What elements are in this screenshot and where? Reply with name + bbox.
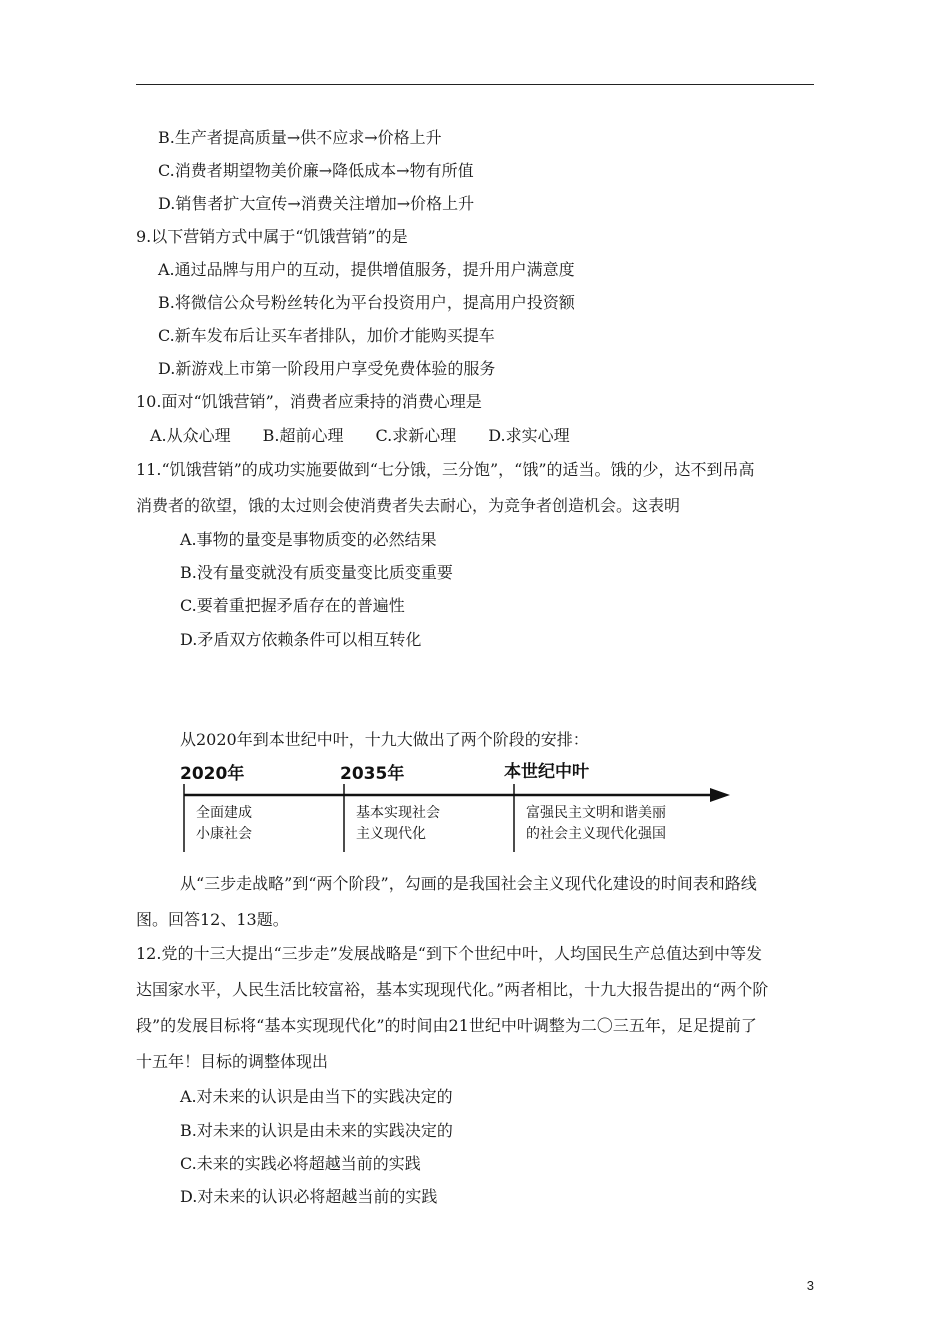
question-12-line3: 段”的发展目标将“基本实现现代化”的时间由21世纪中叶调整为二〇三五年，足足提前了 xyxy=(136,1016,757,1035)
timeline-year-3: 本世纪中叶 xyxy=(504,762,589,782)
question-12-line2: 达国家水平，人民生活比较富裕，基本实现现代化。”两者相比，十九大报告提出的“两个阶 xyxy=(136,980,769,999)
option-12b: B.对未来的认识是由未来的实践决定的 xyxy=(180,1121,453,1140)
option-11b: B.没有量变就没有质变量变比质变重要 xyxy=(180,563,453,582)
timeline-desc-2a: 基本实现社会 xyxy=(356,805,440,821)
timeline-desc-1a: 全面建成 xyxy=(196,805,252,821)
timeline-arrow-icon xyxy=(710,788,730,802)
option-9d: D.新游戏上市第一阶段用户享受免费体验的服务 xyxy=(158,359,496,378)
question-9: 9.以下营销方式中属于“饥饿营销”的是 xyxy=(136,227,408,246)
timeline-year-2: 2035年 xyxy=(340,764,405,784)
timeline-desc-1b: 小康社会 xyxy=(196,826,252,842)
option-11d: D.矛盾双方依赖条件可以相互转化 xyxy=(180,630,422,649)
option-11a: A.事物的量变是事物质变的必然结果 xyxy=(180,530,437,549)
timeline-year-1: 2020年 xyxy=(180,764,245,784)
timeline-diagram xyxy=(180,758,740,858)
timeline-intro: 从2020年到本世纪中叶，十九大做出了两个阶段的安排： xyxy=(180,730,589,749)
option-12a: A.对未来的认识是由当下的实践决定的 xyxy=(180,1087,453,1106)
question-10: 10.面对“饥饿营销”，消费者应秉持的消费心理是 xyxy=(136,392,482,411)
option-12c: C.未来的实践必将超越当前的实践 xyxy=(180,1154,421,1173)
option-11c: C.要着重把握矛盾存在的普遍性 xyxy=(180,596,405,615)
page-number: 3 xyxy=(806,1278,814,1293)
passage-line2: 图。回答12、13题。 xyxy=(136,910,289,929)
option-9b: B.将微信公众号粉丝转化为平台投资用户，提高用户投资额 xyxy=(158,293,575,312)
option-12d: D.对未来的认识必将超越当前的实践 xyxy=(180,1187,438,1206)
header-rule xyxy=(136,84,814,85)
options-10: A.从众心理 B.超前心理 C.求新心理 D.求实心理 xyxy=(150,426,570,445)
option-8b: B.生产者提高质量→供不应求→价格上升 xyxy=(158,128,442,147)
timeline-desc-3a: 富强民主文明和谐美丽 xyxy=(526,805,666,821)
option-9a: A.通过品牌与用户的互动，提供增值服务，提升用户满意度 xyxy=(158,260,575,279)
timeline-desc-3b: 的社会主义现代化强国 xyxy=(526,826,666,842)
question-12-line4: 十五年！目标的调整体现出 xyxy=(136,1052,329,1071)
question-11-line1: 11.“饥饿营销”的成功实施要做到“七分饿，三分饱”，“饿”的适当。饿的少，达不到吊高 xyxy=(136,460,755,479)
timeline-desc-2b: 主义现代化 xyxy=(356,826,426,842)
question-12-line1: 12.党的十三大提出“三步走”发展战略是“到下个世纪中叶，人均国民生产总值达到中等发 xyxy=(136,944,762,963)
passage-line1: 从“三步走战略”到“两个阶段”，勾画的是我国社会主义现代化建设的时间表和路线 xyxy=(180,874,757,893)
option-9c: C.新车发布后让买车者排队，加价才能购买提车 xyxy=(158,326,495,345)
option-8c: C.消费者期望物美价廉→降低成本→物有所值 xyxy=(158,161,474,180)
option-8d: D.销售者扩大宣传→消费关注增加→价格上升 xyxy=(158,194,475,213)
question-11-line2: 消费者的欲望，饿的太过则会使消费者失去耐心，为竞争者创造机会。这表明 xyxy=(136,496,681,515)
